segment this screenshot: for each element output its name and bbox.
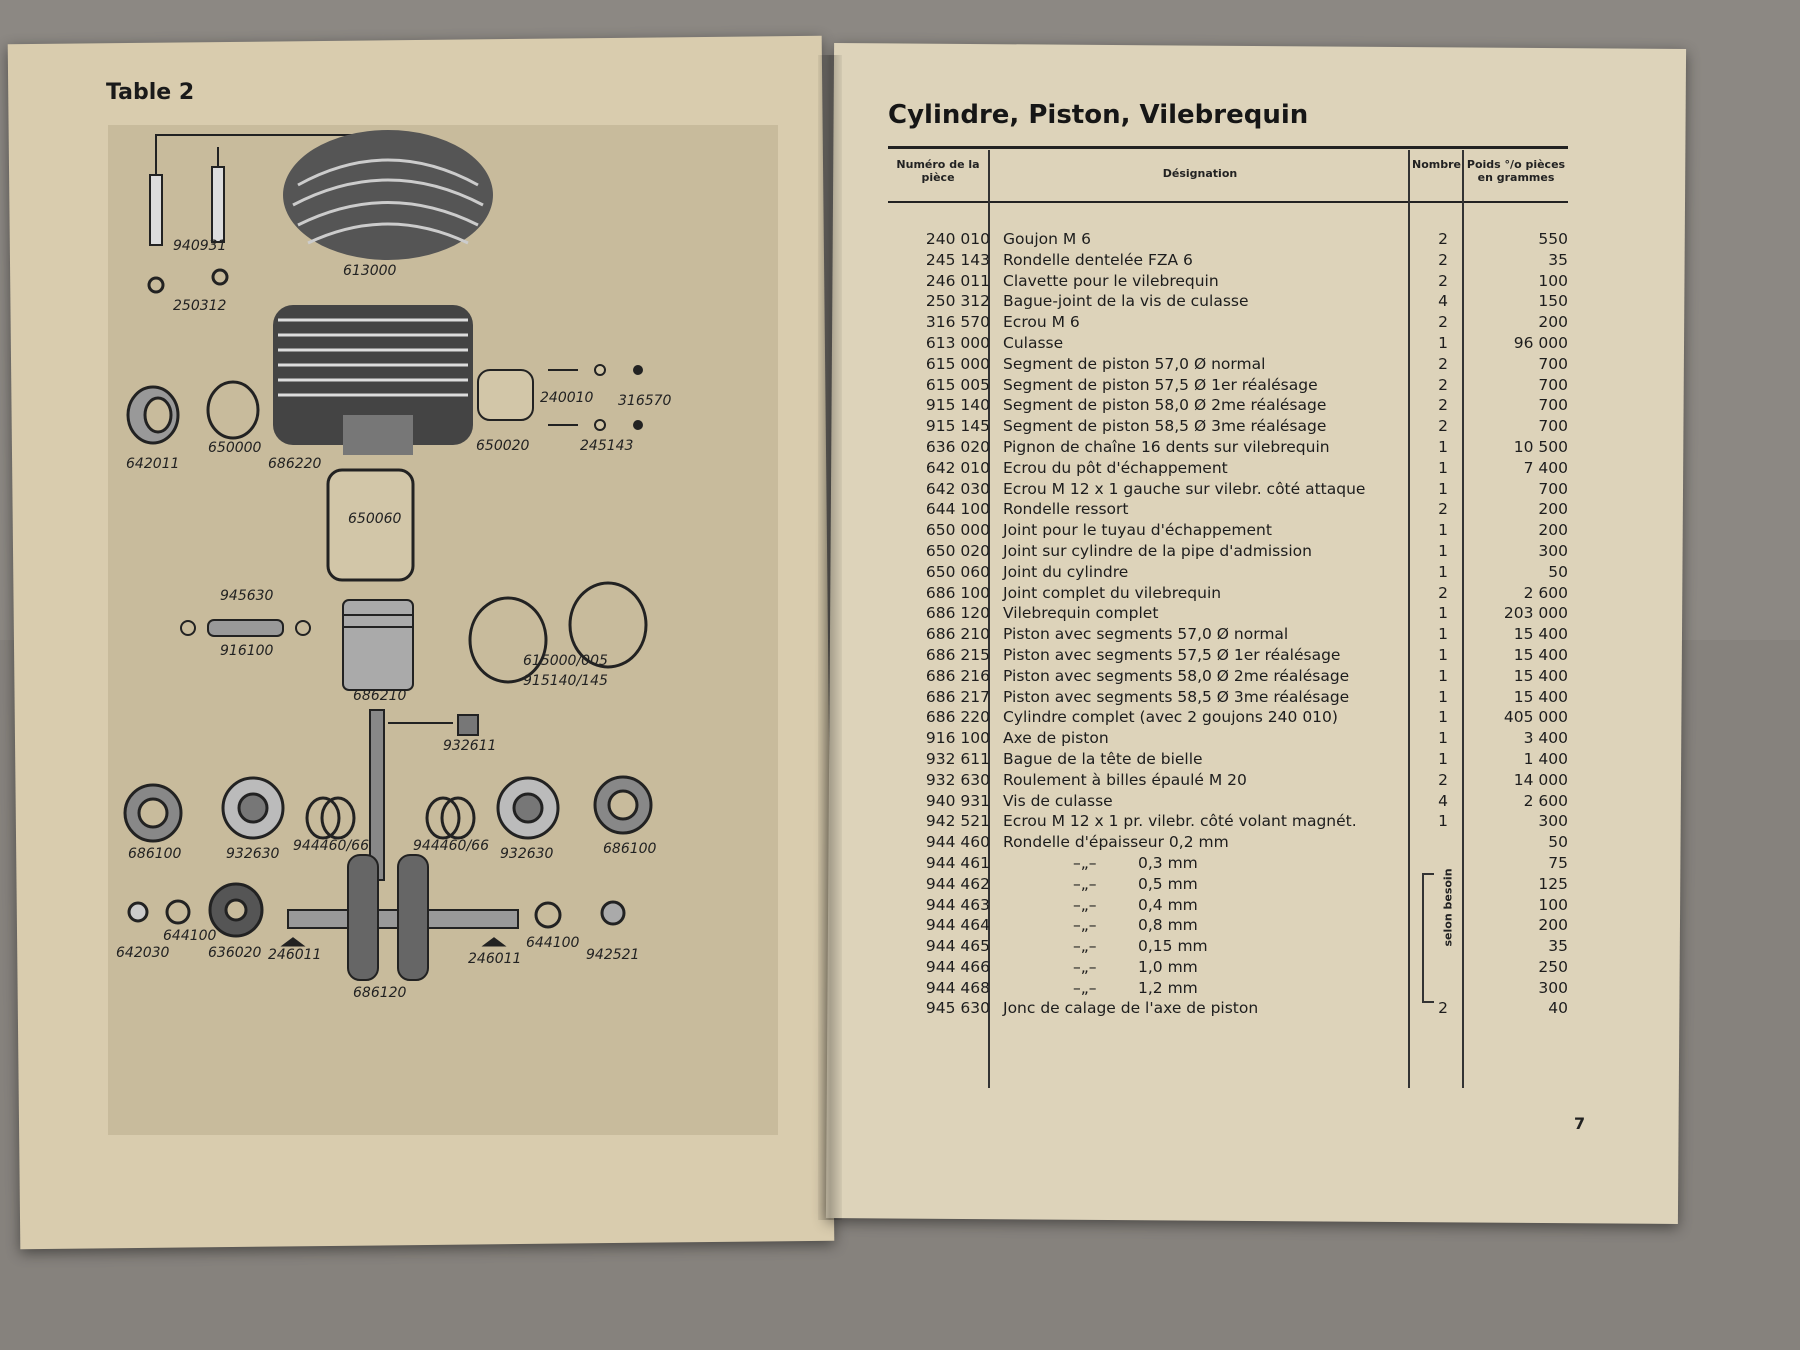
part-weight: 700 xyxy=(1538,375,1568,394)
part-count: 1 xyxy=(1438,458,1448,477)
thickness-value: 0,3 mm xyxy=(1138,853,1198,872)
part-number: 246 011 xyxy=(925,271,990,290)
selon-besoin-bracket xyxy=(1422,873,1434,1003)
part-weight: 200 xyxy=(1538,521,1568,540)
part-designation: Ecrou M 12 x 1 gauche sur vilebr. côté attaque xyxy=(1003,479,1366,498)
booklet-spine xyxy=(818,55,842,1220)
part-count: 2 xyxy=(1438,500,1448,519)
part-count: 4 xyxy=(1438,292,1448,311)
part-designation: Ecrou M 6 xyxy=(1003,313,1080,332)
ditto-mark: –„– xyxy=(1073,916,1097,935)
part-number: 686 210 xyxy=(925,625,990,644)
ditto-mark: –„– xyxy=(1073,957,1097,976)
part-designation: Cylindre complet (avec 2 goujons 240 010) xyxy=(1003,708,1338,727)
part-count: 2 xyxy=(1438,417,1448,436)
part-number: 932 611 xyxy=(925,749,990,768)
part-number: 944 463 xyxy=(925,895,990,914)
part-number: 250 312 xyxy=(925,292,990,311)
part-number: 942 521 xyxy=(925,812,990,831)
table-row xyxy=(888,542,1568,563)
part-number: 686 215 xyxy=(925,645,990,664)
part-number: 940 931 xyxy=(925,791,990,810)
part-weight: 405 000 xyxy=(1503,708,1568,727)
part-count: 1 xyxy=(1438,729,1448,748)
part-designation: Bague-joint de la vis de culasse xyxy=(1003,292,1249,311)
part-number: 944 465 xyxy=(925,937,990,956)
cylinder-head xyxy=(283,130,493,260)
part-weight: 14 000 xyxy=(1513,770,1568,789)
part-designation: Jonc de calage de l'axe de piston xyxy=(1003,999,1259,1018)
part-weight: 550 xyxy=(1538,230,1568,248)
part-number: 686 220 xyxy=(925,708,990,727)
part-weight: 100 xyxy=(1538,895,1568,914)
engine-exploded-view xyxy=(108,125,778,1135)
part-number: 945 630 xyxy=(925,999,990,1018)
table-row xyxy=(888,854,1568,875)
part-number: 944 462 xyxy=(925,874,990,893)
part-label: 945630 xyxy=(220,588,274,604)
part-weight: 125 xyxy=(1538,874,1568,893)
table-row xyxy=(888,771,1568,792)
ditto-designation xyxy=(1073,916,1243,934)
thickness-value: 1,0 mm xyxy=(1138,957,1198,976)
part-number: 650 020 xyxy=(925,541,990,560)
cylinder-head-bolts xyxy=(149,167,227,292)
part-designation: Pignon de chaîne 16 dents sur vilebrequin xyxy=(1003,437,1330,456)
table-row xyxy=(888,875,1568,896)
part-designation: Roulement à billes épaulé M 20 xyxy=(1003,770,1247,789)
part-count: 2 xyxy=(1438,375,1448,394)
part-number: 316 570 xyxy=(925,313,990,332)
part-weight: 200 xyxy=(1538,500,1568,519)
part-count: 2 xyxy=(1438,354,1448,373)
part-designation: Segment de piston 57,5 Ø 1er réalésage xyxy=(1003,375,1318,394)
part-count: 1 xyxy=(1438,625,1448,644)
part-number: 932 630 xyxy=(925,770,990,789)
part-label: 245143 xyxy=(580,438,634,454)
table-row xyxy=(888,459,1568,480)
ditto-designation xyxy=(1073,875,1243,893)
part-label: 650000 xyxy=(208,440,262,456)
part-number: 686 216 xyxy=(925,666,990,685)
part-weight: 50 xyxy=(1548,833,1568,852)
page-number: 7 xyxy=(1574,1114,1586,1133)
part-count: 1 xyxy=(1438,541,1448,560)
ditto-designation xyxy=(1073,937,1243,955)
part-label: 650020 xyxy=(476,438,530,454)
table-row xyxy=(888,688,1568,709)
part-designation: Vis de culasse xyxy=(1003,791,1113,810)
part-designation: Rondelle d'épaisseur 0,2 mm xyxy=(1003,833,1229,852)
part-label: 932611 xyxy=(443,738,497,754)
part-designation: Piston avec segments 58,0 Ø 2me réalésage xyxy=(1003,666,1350,685)
part-label: 240010 xyxy=(540,390,594,406)
part-count: 1 xyxy=(1438,562,1448,581)
part-designation: Joint du cylindre xyxy=(1003,562,1129,581)
part-designation: Joint sur cylindre de la pipe d'admission xyxy=(1003,541,1312,560)
part-number: 916 100 xyxy=(925,729,990,748)
part-weight: 15 400 xyxy=(1513,666,1568,685)
table-row xyxy=(888,334,1568,355)
part-weight: 300 xyxy=(1538,978,1568,997)
table-row xyxy=(888,625,1568,646)
part-count: 1 xyxy=(1438,666,1448,685)
part-designation: Axe de piston xyxy=(1003,729,1109,748)
part-label: 942521 xyxy=(586,947,640,963)
selon-besoin-note: selon besoin xyxy=(1441,868,1455,947)
part-designation: Joint complet du vilebrequin xyxy=(1003,583,1222,602)
part-number: 642 030 xyxy=(925,479,990,498)
part-weight: 700 xyxy=(1538,417,1568,436)
part-weight: 10 500 xyxy=(1513,437,1568,456)
ditto-designation xyxy=(1073,854,1243,872)
table-row xyxy=(888,937,1568,958)
part-number: 613 000 xyxy=(925,333,990,352)
part-label: 686100 xyxy=(128,846,182,862)
part-label: 246011 xyxy=(468,951,522,967)
part-label: 686120 xyxy=(353,985,407,1001)
part-designation: Goujon M 6 xyxy=(1003,230,1092,248)
header-weight: Poids °/o pièces en grammes xyxy=(1466,158,1566,184)
thickness-value: 0,5 mm xyxy=(1138,874,1198,893)
part-number: 686 100 xyxy=(925,583,990,602)
part-label: 944460/66 xyxy=(293,838,369,854)
part-designation: Clavette pour le vilebrequin xyxy=(1003,271,1219,290)
part-label: 642030 xyxy=(116,945,170,961)
exhaust-gasket xyxy=(208,382,258,438)
part-number: 686 217 xyxy=(925,687,990,706)
ditto-designation xyxy=(1073,979,1243,997)
table-label: Table 2 xyxy=(106,80,195,105)
part-designation: Bague de la tête de bielle xyxy=(1003,749,1203,768)
part-number: 636 020 xyxy=(925,437,990,456)
part-number: 650 060 xyxy=(925,562,990,581)
part-designation: Rondelle ressort xyxy=(1003,500,1129,519)
ditto-mark: –„– xyxy=(1073,895,1097,914)
table-row xyxy=(888,272,1568,293)
part-label: 686100 xyxy=(603,841,657,857)
part-designation: Piston avec segments 57,5 Ø 1er réalésage xyxy=(1003,645,1341,664)
part-number: 944 466 xyxy=(925,957,990,976)
part-number: 650 000 xyxy=(925,521,990,540)
part-number: 944 468 xyxy=(925,978,990,997)
part-designation: Ecrou du pôt d'échappement xyxy=(1003,458,1228,477)
part-label: 932630 xyxy=(226,846,280,862)
part-count: 1 xyxy=(1438,333,1448,352)
part-weight: 2 600 xyxy=(1523,583,1568,602)
table-row xyxy=(888,916,1568,937)
part-count: 2 xyxy=(1438,250,1448,269)
part-weight: 35 xyxy=(1548,937,1568,956)
part-weight: 200 xyxy=(1538,313,1568,332)
part-label: 613000 xyxy=(343,263,397,279)
table-top-rule xyxy=(888,146,1568,149)
part-weight: 300 xyxy=(1538,541,1568,560)
part-number: 644 100 xyxy=(925,500,990,519)
part-number: 915 145 xyxy=(925,417,990,436)
part-designation: Piston avec segments 57,0 Ø normal xyxy=(1003,625,1289,644)
part-number: 915 140 xyxy=(925,396,990,415)
part-weight: 203 000 xyxy=(1503,604,1568,623)
part-weight: 75 xyxy=(1548,853,1568,872)
part-count: 1 xyxy=(1438,521,1448,540)
part-designation: Culasse xyxy=(1003,333,1064,352)
part-weight: 15 400 xyxy=(1513,687,1568,706)
part-number: 615 005 xyxy=(925,375,990,394)
part-count: 2 xyxy=(1438,770,1448,789)
part-designation: Rondelle dentelée FZA 6 xyxy=(1003,250,1193,269)
table-row xyxy=(888,396,1568,417)
thickness-value: 1,2 mm xyxy=(1138,978,1198,997)
part-label: 636020 xyxy=(208,945,262,961)
part-weight: 150 xyxy=(1538,292,1568,311)
part-label: 642011 xyxy=(126,456,180,472)
thickness-value: 0,8 mm xyxy=(1138,916,1198,935)
thickness-value: 0,4 mm xyxy=(1138,895,1198,914)
part-weight: 15 400 xyxy=(1513,645,1568,664)
part-weight: 250 xyxy=(1538,957,1568,976)
part-designation: Joint pour le tuyau d'échappement xyxy=(1003,521,1272,540)
part-designation: Vilebrequin complet xyxy=(1003,604,1159,623)
part-weight: 700 xyxy=(1538,354,1568,373)
table-row xyxy=(888,313,1568,334)
part-count: 1 xyxy=(1438,604,1448,623)
thickness-value: 0,15 mm xyxy=(1138,937,1208,956)
table-row xyxy=(888,958,1568,979)
part-label: 932630 xyxy=(500,846,554,862)
part-weight: 300 xyxy=(1538,812,1568,831)
header-number: Numéro de la pièce xyxy=(896,158,980,184)
part-label: 916100 xyxy=(220,643,274,659)
part-weight: 3 400 xyxy=(1523,729,1568,748)
part-count: 2 xyxy=(1438,396,1448,415)
part-number: 686 120 xyxy=(925,604,990,623)
exploded-parts-diagram xyxy=(108,125,778,1135)
part-label: 940931 xyxy=(173,238,227,254)
part-number: 944 464 xyxy=(925,916,990,935)
ditto-mark: –„– xyxy=(1073,937,1097,956)
ditto-designation xyxy=(1073,958,1243,976)
connecting-rod xyxy=(370,710,478,880)
part-label: 686220 xyxy=(268,456,322,472)
part-label: 944460/66 xyxy=(413,838,489,854)
part-weight: 2 600 xyxy=(1523,791,1568,810)
table-row xyxy=(888,417,1568,438)
bearings-row xyxy=(125,777,651,841)
part-weight: 15 400 xyxy=(1513,625,1568,644)
ditto-mark: –„– xyxy=(1073,874,1097,893)
header-designation: Désignation xyxy=(1162,167,1238,180)
part-count: 1 xyxy=(1438,812,1448,831)
exhaust-nut xyxy=(128,387,178,443)
table-row xyxy=(888,708,1568,729)
part-label: 316570 xyxy=(618,393,672,409)
part-count: 1 xyxy=(1438,708,1448,727)
table-row xyxy=(888,438,1568,459)
table-row xyxy=(888,230,1568,251)
part-label: 250312 xyxy=(173,298,227,314)
table-row xyxy=(888,896,1568,917)
part-designation: Segment de piston 58,0 Ø 2me réalésage xyxy=(1003,396,1327,415)
table-row xyxy=(888,376,1568,397)
cylinder-barrel xyxy=(273,305,473,455)
part-label: 650060 xyxy=(348,511,402,527)
part-number: 944 461 xyxy=(925,853,990,872)
ditto-mark: –„– xyxy=(1073,978,1097,997)
table-row xyxy=(888,521,1568,542)
part-designation: Segment de piston 58,5 Ø 3me réalésage xyxy=(1003,417,1327,436)
part-count: 2 xyxy=(1438,230,1448,248)
table-row xyxy=(888,480,1568,501)
table-row xyxy=(888,999,1568,1020)
table-row xyxy=(888,563,1568,584)
page-title: Cylindre, Piston, Vilebrequin xyxy=(888,100,1309,130)
table-row xyxy=(888,292,1568,313)
part-weight: 35 xyxy=(1548,250,1568,269)
part-label: 644100 xyxy=(163,928,217,944)
ditto-mark: –„– xyxy=(1073,853,1097,872)
part-label: 644100 xyxy=(526,935,580,951)
part-label: 615000/005 xyxy=(523,653,608,669)
header-rule xyxy=(888,201,1568,203)
part-designation: Ecrou M 12 x 1 pr. vilebr. côté volant magnét. xyxy=(1003,812,1357,831)
ditto-designation xyxy=(1073,896,1243,914)
part-weight: 700 xyxy=(1538,396,1568,415)
table-row xyxy=(888,979,1568,1000)
part-weight: 40 xyxy=(1548,999,1568,1018)
part-count: 4 xyxy=(1438,791,1448,810)
part-count: 1 xyxy=(1438,687,1448,706)
table-row xyxy=(888,604,1568,625)
table-row xyxy=(888,792,1568,813)
table-row xyxy=(888,750,1568,771)
header-count: Nombre xyxy=(1412,158,1461,171)
part-number: 245 143 xyxy=(925,250,990,269)
table-row xyxy=(888,251,1568,272)
part-designation: Segment de piston 57,0 Ø normal xyxy=(1003,354,1266,373)
part-number: 642 010 xyxy=(925,458,990,477)
part-weight: 100 xyxy=(1538,271,1568,290)
table-row xyxy=(888,667,1568,688)
part-count: 2 xyxy=(1438,999,1448,1018)
table-row xyxy=(888,355,1568,376)
part-count: 2 xyxy=(1438,583,1448,602)
part-weight: 700 xyxy=(1538,479,1568,498)
part-weight: 200 xyxy=(1538,916,1568,935)
part-count: 1 xyxy=(1438,645,1448,664)
table-row xyxy=(888,584,1568,605)
part-count: 1 xyxy=(1438,437,1448,456)
part-designation: Piston avec segments 58,5 Ø 3me réalésage xyxy=(1003,687,1350,706)
part-number: 615 000 xyxy=(925,354,990,373)
table-row xyxy=(888,500,1568,521)
part-count: 1 xyxy=(1438,479,1448,498)
table-row xyxy=(888,646,1568,667)
part-count: 2 xyxy=(1438,313,1448,332)
part-number: 944 460 xyxy=(925,833,990,852)
part-count: 1 xyxy=(1438,749,1448,768)
table-row xyxy=(888,729,1568,750)
part-count: 2 xyxy=(1438,271,1448,290)
table-row xyxy=(888,812,1568,833)
parts-table xyxy=(888,230,1568,1020)
part-weight: 50 xyxy=(1548,562,1568,581)
part-label: 915140/145 xyxy=(523,673,608,689)
part-weight: 96 000 xyxy=(1513,333,1568,352)
part-label: 686210 xyxy=(353,688,407,704)
part-label: 246011 xyxy=(268,947,322,963)
part-number: 240 010 xyxy=(925,230,990,248)
part-weight: 1 400 xyxy=(1523,749,1568,768)
part-weight: 7 400 xyxy=(1523,458,1568,477)
table-row xyxy=(888,833,1568,854)
